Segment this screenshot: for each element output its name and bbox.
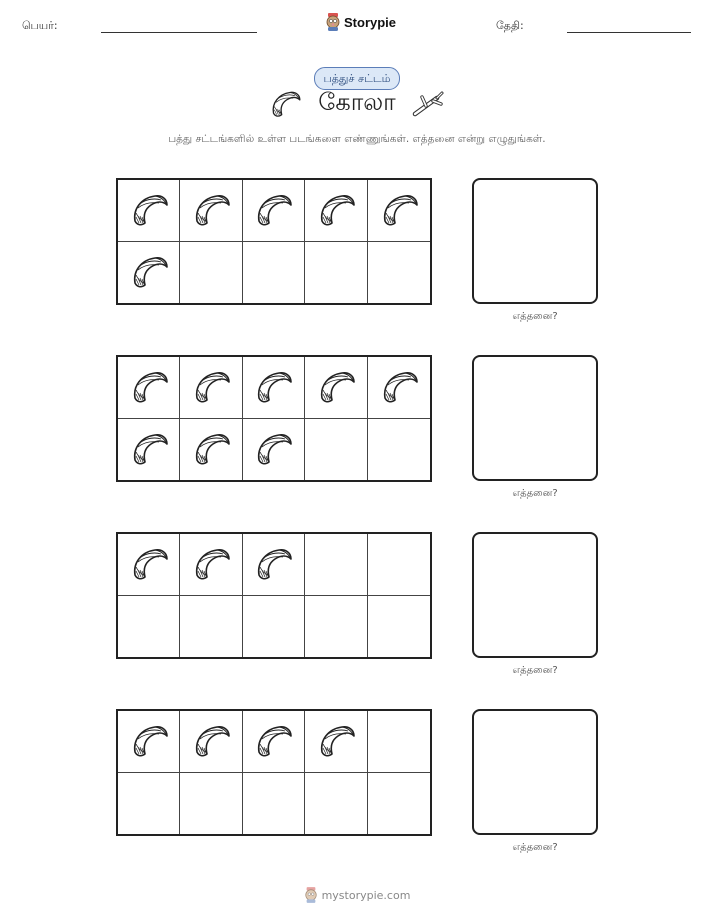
ten-frame-cell — [368, 242, 430, 304]
ten-frame-cell — [305, 534, 367, 596]
name-label: பெயர்: — [22, 19, 58, 32]
claw-icon — [316, 370, 356, 404]
ten-frame-cell — [368, 419, 430, 481]
ten-frame-cell — [118, 357, 180, 419]
claw-icon — [191, 193, 231, 227]
ten-frame-cell — [368, 357, 430, 419]
claw-icon — [379, 370, 419, 404]
answer-box[interactable] — [472, 709, 598, 835]
claw-icon — [253, 547, 293, 581]
ten-frame-cell — [305, 419, 367, 481]
branch-icon — [412, 89, 446, 119]
ten-frame — [116, 178, 432, 305]
storypie-mascot-icon — [304, 887, 318, 903]
claw-icon — [253, 370, 293, 404]
how-many-label: எத்தனை? — [512, 665, 558, 676]
ten-frame-cell — [118, 419, 180, 481]
ten-frame-cell — [368, 596, 430, 658]
claw-icon — [191, 370, 231, 404]
claw-icon — [191, 547, 231, 581]
ten-frame-cell — [368, 534, 430, 596]
how-many-label: எத்தனை? — [512, 311, 558, 322]
claw-icon — [129, 432, 169, 466]
date-line[interactable] — [567, 32, 691, 33]
ten-frame-cell — [118, 180, 180, 242]
answer-box[interactable] — [472, 178, 598, 304]
ten-frame-cell — [180, 180, 242, 242]
storypie-logo — [325, 13, 396, 31]
ten-frame-cell — [118, 596, 180, 658]
ten-frame-cell — [305, 357, 367, 419]
ten-frame-cell — [180, 773, 242, 835]
ten-frame-cell — [305, 596, 367, 658]
ten-frame-cell — [243, 357, 305, 419]
ten-frame-cell — [180, 419, 242, 481]
worksheet-type-badge: பத்துச் சட்டம் — [314, 67, 401, 90]
logo-text: Storypie — [344, 14, 397, 30]
ten-frame — [116, 709, 432, 836]
ten-frame-cell — [368, 711, 430, 773]
storypie-mascot-icon — [325, 13, 341, 31]
ten-frame-cell — [305, 711, 367, 773]
ten-frame-cell — [118, 534, 180, 596]
ten-frame-cell — [243, 242, 305, 304]
ten-frame-cell — [368, 773, 430, 835]
name-line[interactable] — [101, 32, 257, 33]
claw-icon — [129, 370, 169, 404]
claw-icon — [191, 724, 231, 758]
footer — [304, 887, 411, 903]
claw-icon — [253, 724, 293, 758]
ten-frame-cell — [243, 596, 305, 658]
ten-frame-cell — [243, 419, 305, 481]
ten-frame-cell — [243, 711, 305, 773]
ten-frame-cell — [305, 180, 367, 242]
ten-frame — [116, 532, 432, 659]
date-label: தேதி: — [496, 19, 524, 32]
ten-frame-cell — [243, 773, 305, 835]
answer-box[interactable] — [472, 532, 598, 658]
ten-frame-cell — [180, 711, 242, 773]
claw-icon — [253, 432, 293, 466]
answer-box[interactable] — [472, 355, 598, 481]
ten-frame-cell — [305, 242, 367, 304]
ten-frame-cell — [180, 242, 242, 304]
ten-frame-cell — [180, 357, 242, 419]
claw-icon — [129, 193, 169, 227]
page-title: கோலா — [318, 88, 396, 116]
ten-frame-cell — [118, 773, 180, 835]
claw-icon — [379, 193, 419, 227]
ten-frame-cell — [118, 711, 180, 773]
claw-icon — [316, 724, 356, 758]
how-many-label: எத்தனை? — [512, 842, 558, 853]
claw-icon — [129, 255, 169, 289]
footer-url[interactable]: mystorypie.com — [321, 888, 411, 902]
claw-icon — [268, 90, 302, 118]
claw-icon — [191, 432, 231, 466]
ten-frame-cell — [180, 596, 242, 658]
how-many-label: எத்தனை? — [512, 488, 558, 499]
ten-frame-cell — [118, 242, 180, 304]
claw-icon — [129, 547, 169, 581]
ten-frame — [116, 355, 432, 482]
ten-frame-cell — [180, 534, 242, 596]
ten-frame-cell — [243, 180, 305, 242]
claw-icon — [129, 724, 169, 758]
ten-frame-cell — [305, 773, 367, 835]
instructions: பத்து சட்டங்களில் உள்ள படங்களை எண்ணுங்கள். எத்தனை என்று எழுதுங்கள். — [168, 133, 546, 145]
claw-icon — [253, 193, 293, 227]
ten-frame-cell — [243, 534, 305, 596]
claw-icon — [316, 193, 356, 227]
ten-frame-cell — [368, 180, 430, 242]
